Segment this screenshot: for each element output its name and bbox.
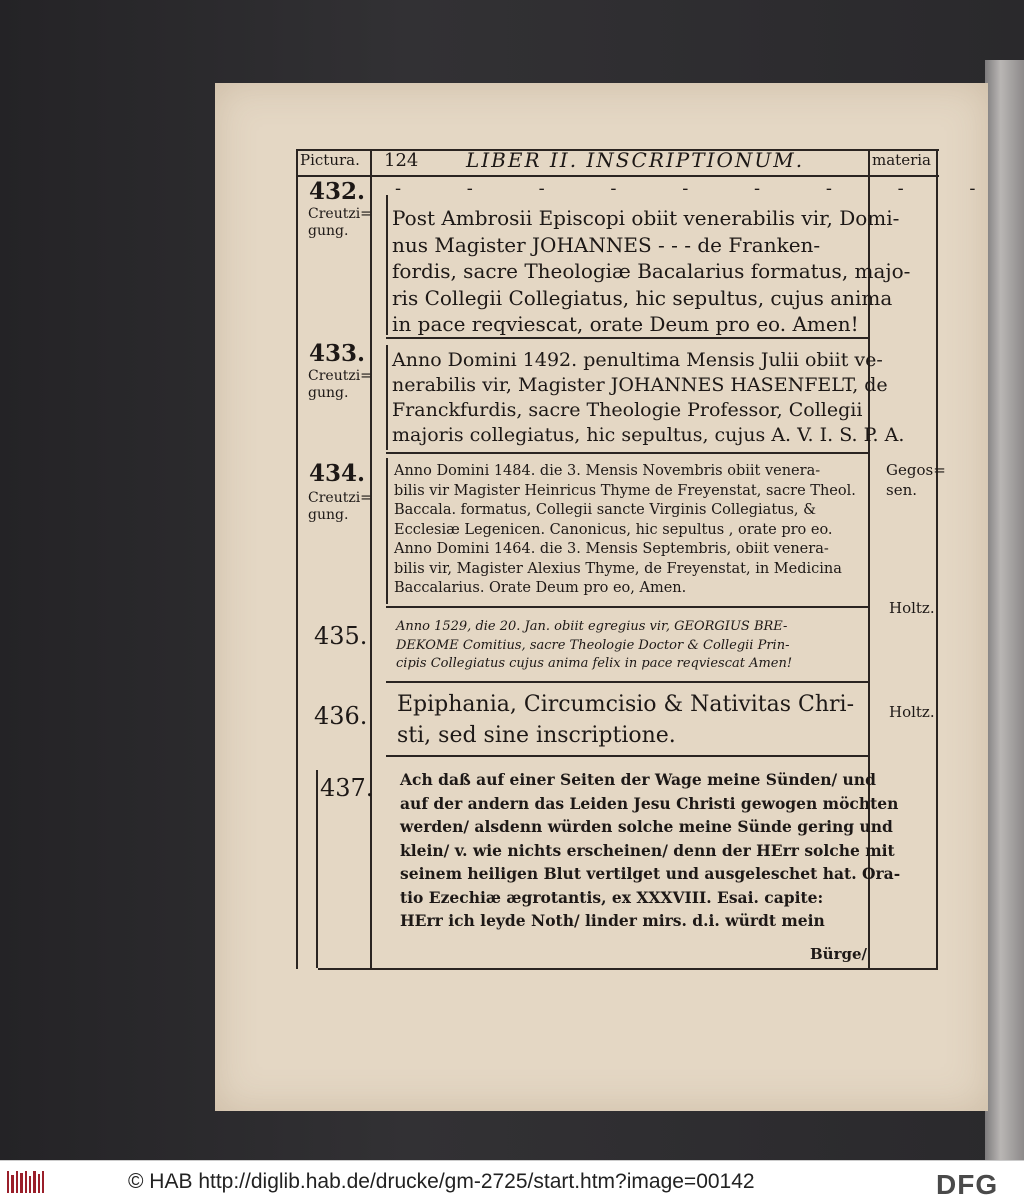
text-line: fordis, sacre Theologiæ Bacalarius formatus, majo- [392,259,911,283]
bottom-rule [318,968,938,970]
entry-separator [386,681,870,683]
page-number: 124 [384,150,419,171]
footer-bar [0,1160,1024,1204]
entry-text [400,768,900,933]
entry-label: Creutzi= gung. [308,490,372,523]
entry-text [392,348,904,448]
text-line: HErr ich leyde Noth/ linder mirs. d.i. würdt mein [400,911,825,930]
entry-number: 435. [314,622,368,650]
entry-left-bar [316,770,318,968]
pictura-column-heading: Pictura. [300,151,360,169]
text-line: nus Magister JOHANNES - - - de Franken- [392,232,821,257]
text-line: in pace reqviescat, orate Deum pro eo. Amen! [392,312,859,336]
barcode-icon [6,1169,46,1195]
entry-number: 433. [309,340,366,367]
entry-text [397,689,854,751]
text-line: Anno 1529, die 20. Jan. obiit egregius vir, GEORGIUS BRE- [396,619,788,634]
entry-text [396,618,792,674]
left-rule [296,149,298,969]
text-line: ris Collegii Collegiatus, hic sepultus, cujus anima [392,285,893,310]
entry-separator [386,452,870,454]
entry-text [392,205,910,338]
running-head: LIBER II. INSCRIPTIONUM. [466,148,805,172]
text-line: sti, sed sine inscriptione. [397,723,676,748]
entry-number: 437. [320,774,374,802]
text-line: nerabilis vir, Magister JOHANNES HASENFELT, de [392,374,888,396]
entry-separator [386,755,870,757]
entry-label: Creutzi= gung. [308,368,372,401]
text-line: klein/ v. wie nichts erscheinen/ denn der HErr solche mit [400,840,895,860]
text-line: bilis vir, Magister Alexius Thyme, de Freyenstat, in Medicina [394,560,842,577]
text-line: Anno Domini 1492. penultima Mensis Julii obiit ve- [392,349,883,371]
text-line: Epiphania, Circumcisio & Nativitas Chri- [397,692,855,717]
copyright-url[interactable]: © HAB http://diglib.hab.de/drucke/gm-2725/start.htm?image=00142 [128,1170,755,1193]
text-line: majoris collegiatus, hic sepultus, cujus A. V. I. S. P. A. [392,424,905,446]
text-line: Anno Domini 1464. die 3. Mensis Septembris, obiit venera- [394,541,829,557]
dotted-rule: - - - - - - - - - [395,178,1006,199]
text-line: auf der andern das Leiden Jesu Christi gewogen möchten [400,793,899,813]
entry-left-bar [386,345,388,450]
entry-separator [386,606,870,608]
text-line: Baccalarius. Orate Deum pro eo, Amen. [394,580,687,596]
text-line: Franckfurdis, sacre Theologie Professor, Collegii [392,399,863,421]
dfg-logo: DFG [936,1169,999,1200]
text-line: tio Ezechiæ ægrotantis, ex XXXVIII. Esai. capite: [400,887,824,907]
inner-left-rule [370,149,372,969]
entry-number: 436. [314,702,368,730]
material-note: Holtz. [889,703,935,721]
entry-left-bar [386,195,388,335]
entry-number: 432. [309,178,366,205]
text-line: Post Ambrosii Episcopi obiit venerabilis vir, Domi- [392,206,900,230]
material-note: Gegos= sen. [886,461,946,499]
catchword: Bürge/ [810,945,867,963]
entry-label: Creutzi= gung. [308,206,372,239]
text-line: cipis Collegiatus cujus anima felix in pace reqviescat Amen! [396,656,793,671]
text-line: Ach daß auf einer Seiten der Wage meine Sünden/ und [400,770,876,789]
material-note: Holtz. [889,599,935,617]
entry-number: 434. [309,460,366,487]
book-edge [985,60,1024,1160]
materia-column-heading: materia [872,151,931,169]
right-rule [936,149,938,969]
text-line: DEKOME Comitius, sacre Theologie Doctor & Collegii Prin- [396,637,790,653]
header-underline [296,175,939,177]
text-line: Ecclesiæ Legenicen. Canonicus, hic sepultus , orate pro eo. [394,521,833,538]
text-line: Baccala. formatus, Collegii sancte Virginis Collegiatus, & [394,502,817,518]
text-line: bilis vir Magister Heinricus Thyme de Freyenstat, sacre Theol. [394,482,856,499]
entry-text [394,462,856,599]
text-line: werden/ alsdenn würden solche meine Sünde gering und [400,817,893,836]
text-line: seinem heiligen Blut vertilget und ausgeleschet hat. Ora- [400,864,901,883]
text-line: Anno Domini 1484. die 3. Mensis Novembris obiit venera- [394,463,821,479]
entry-left-bar [386,458,388,604]
